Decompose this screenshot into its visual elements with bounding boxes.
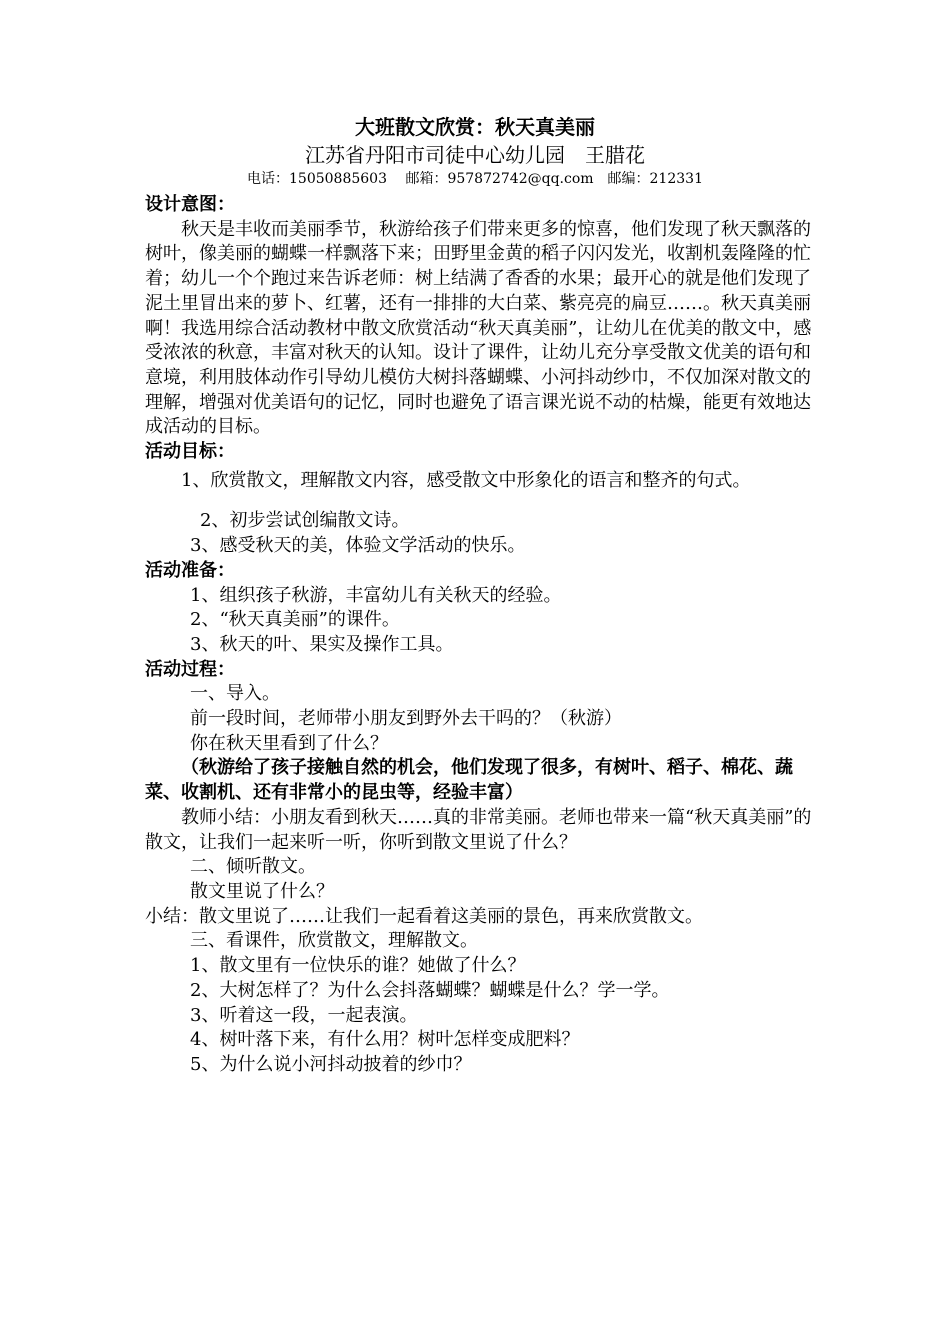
document-body bbox=[145, 193, 825, 1078]
contact-line: 电话：15050885603 邮箱：957872742@qq.com 邮编：212331 bbox=[247, 171, 703, 187]
courseware-question: 1、散文里有一位快乐的谁？她做了什么？ bbox=[190, 955, 526, 977]
courseware-question: 4、树叶落下来，有什么用？树叶怎样变成肥料？ bbox=[190, 1029, 580, 1051]
process-note: （秋游给了孩子接触自然的机会，他们发现了很多，有树叶、稻子、棉花、蔬菜、收割机、还有非常小的昆虫等，经验丰富） bbox=[145, 757, 793, 804]
process-step: 二、倾听散文。 bbox=[190, 856, 316, 878]
courseware-question: 3、听着这一段，一起表演。 bbox=[190, 1004, 418, 1026]
goal-item: 1、欣赏散文，理解散文内容，感受散文中形象化的语言和整齐的句式。 bbox=[181, 469, 751, 491]
prep-item: 3、秋天的叶、果实及操作工具。 bbox=[190, 633, 454, 655]
process-step: 一、导入。 bbox=[190, 683, 280, 705]
process-question: 前一段时间，老师带小朋友到野外去干吗的？（秋游） bbox=[190, 708, 622, 730]
process-question: 你在秋天里看到了什么？ bbox=[190, 732, 388, 754]
section-heading-prep: 活动准备： bbox=[145, 559, 235, 581]
process-question: 散文里说了什么？ bbox=[190, 880, 334, 902]
goal-item: 2、初步尝试创编散文诗。 bbox=[200, 510, 410, 532]
section-heading-design: 设计意图： bbox=[145, 194, 235, 215]
process-summary: 小结：散文里说了……让我们一起看着这美丽的景色，再来欣赏散文。 bbox=[145, 905, 703, 927]
prep-item: 2、“秋天真美丽”的课件。 bbox=[190, 609, 400, 631]
design-paragraph: 秋天是丰收而美丽季节，秋游给孩子们带来更多的惊喜，他们发现了秋天飘落的树叶，像美丽的蝴蝶一样飘落下来；田野里金黄的稻子闪闪发光，收割机轰隆隆的忙着；幼儿一个个跑过来告诉老师：树上结满了香香的水果；最开心的就是他们发现了泥土里冒出来的萝卜、红薯，还有一排排的大白菜、紫亮亮的扁豆……。秋天真美丽啊！我选用综合活动教材中散文欣赏活动“秋天真美丽”，让幼儿在优美的散文中，感受浓浓的秋意，丰富对秋天的认知。设计了课件，让幼儿充分享受散文优美的语句和意境，利用肢体动作引导幼儿模仿大树抖落蝴蝶、小河抖动纱巾，不仅加深对散文的理解，增强对优美语句的记忆，同时也避免了语言课光说不动的枯燥，能更有效地达成活动的目标。 bbox=[145, 218, 812, 438]
teacher-summary: 教师小结：小朋友看到秋天……真的非常美丽。老师也带来一篇“秋天真美丽”的散文，让我们一起来听一听，你听到散文里说了什么？ bbox=[145, 806, 812, 853]
document-title: 大班散文欣赏：秋天真美丽 bbox=[355, 115, 595, 139]
prep-item: 1、组织孩子秋游，丰富幼儿有关秋天的经验。 bbox=[190, 584, 562, 606]
goal-item: 3、感受秋天的美，体验文学活动的快乐。 bbox=[190, 535, 526, 557]
author-line: 江苏省丹阳市司徒中心幼儿园 王腊花 bbox=[305, 143, 645, 167]
section-heading-process: 活动过程： bbox=[145, 658, 235, 680]
courseware-question: 5、为什么说小河抖动披着的纱巾？ bbox=[190, 1053, 472, 1075]
process-step: 三、看课件，欣赏散文，理解散文。 bbox=[190, 930, 478, 952]
section-heading-goals: 活动目标： bbox=[145, 441, 235, 463]
courseware-question: 2、大树怎样了？为什么会抖落蝴蝶？蝴蝶是什么？学一学。 bbox=[190, 979, 670, 1001]
